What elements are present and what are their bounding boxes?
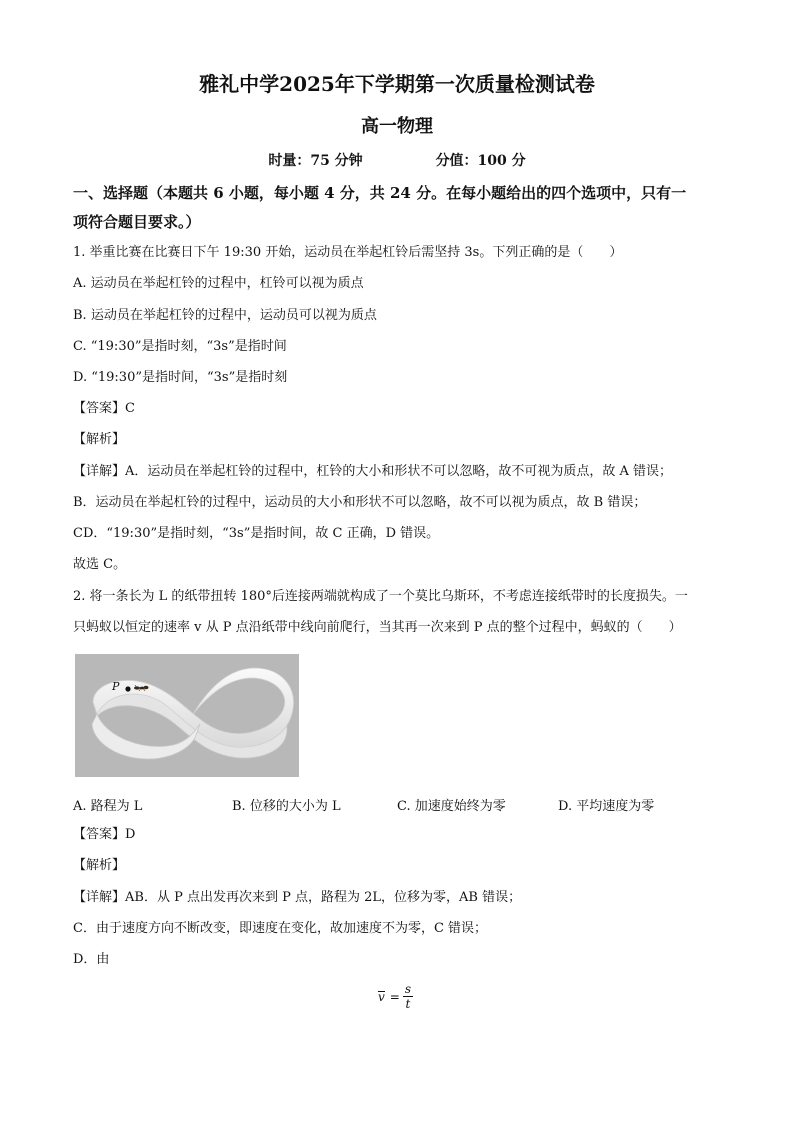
q2-stem-line2: 只蚂蚁以恒定的速率 v 从 P 点沿纸带中线向前爬行，当其再一次来到 P 点的整个过程中，蚂蚁的（ ） [73, 620, 682, 635]
exam-subtitle: 高一物理 [361, 116, 433, 137]
q2-detail-2: C．由于速度方向不断改变，即速度在变化，故加速度不为零，C 错误； [73, 921, 488, 936]
point-p-marker [125, 686, 130, 691]
time-limit: 时量：75 分钟 [268, 153, 363, 169]
q2-detail-3: D．由 [73, 952, 110, 967]
mobius-strip-image [75, 654, 299, 777]
q1-analysis-label: 【解析】 [73, 432, 126, 447]
q1-stem: 1. 举重比赛在比赛日下午 19:30 开始，运动员在举起杠铃后需坚持 3s。下列正确的是（ ） [73, 245, 623, 260]
q2-analysis-label: 【解析】 [73, 858, 126, 873]
formula-fraction [403, 982, 413, 1011]
q1-option-c: C. “19:30”是指时刻，“3s”是指时间 [73, 339, 287, 354]
q1-answer: 【答案】C [73, 401, 135, 416]
mobius-strip-figure [75, 654, 299, 777]
q2-detail-1: 【详解】AB．从 P 点出发再次来到 P 点，路程为 2L，位移为零，AB 错误； [73, 890, 522, 905]
q1-detail-1: 【详解】A．运动员在举起杠铃的过程中，杠铃的大小和形状不可以忽略，故不可视为质点，故 A 错误； [73, 464, 673, 479]
q2-option-c: C. 加速度始终为零 [397, 799, 506, 814]
q1-option-a: A. 运动员在举起杠铃的过程中，杠铃可以视为质点 [73, 276, 364, 291]
q1-conclusion: 故选 C。 [73, 557, 127, 572]
formula-numerator: s [404, 982, 412, 996]
point-p-label: P [112, 680, 120, 693]
q1-detail-2: B．运动员在举起杠铃的过程中，运动员的大小和形状不可以忽略，故不可以视为质点，故 B 错误； [73, 495, 647, 510]
section-heading [73, 179, 723, 237]
exam-meta [0, 150, 794, 170]
formula-denominator: t [405, 997, 411, 1011]
exam-title: 雅礼中学2025年下学期第一次质量检测试卷 [199, 72, 595, 96]
q2-answer: 【答案】D [73, 827, 136, 842]
q2-stem-line1: 2. 将一条长为 L 的纸带扭转 180°后连接两端就构成了一个莫比乌斯环，不考虑连接纸带时的长度损失。一 [73, 589, 688, 604]
section-heading-line1: 一、选择题（本题共 6 小题，每小题 4 分，共 24 分。在每小题给出的四个选项中，只有一 [73, 184, 687, 202]
q1-detail-3: CD．“19:30”是指时刻，“3s”是指时间，故 C 正确，D 错误。 [73, 526, 440, 541]
section-heading-line2: 项符合题目要求。） [73, 213, 201, 231]
formula-equals: = [389, 989, 400, 1004]
q1-option-b: B. 运动员在举起杠铃的过程中，运动员可以视为质点 [73, 308, 377, 323]
q2-option-d: D. 平均速度为零 [558, 799, 655, 814]
q2-option-b: B. 位移的大小为 L [232, 799, 341, 814]
average-velocity-formula [378, 982, 413, 1011]
total-score: 分值：100 分 [435, 153, 526, 169]
q2-options [73, 795, 733, 813]
q1-option-d: D. “19:30”是指时间，“3s”是指时刻 [73, 370, 288, 385]
formula-lhs: v [378, 989, 385, 1004]
q2-option-a: A. 路程为 L [73, 799, 143, 814]
